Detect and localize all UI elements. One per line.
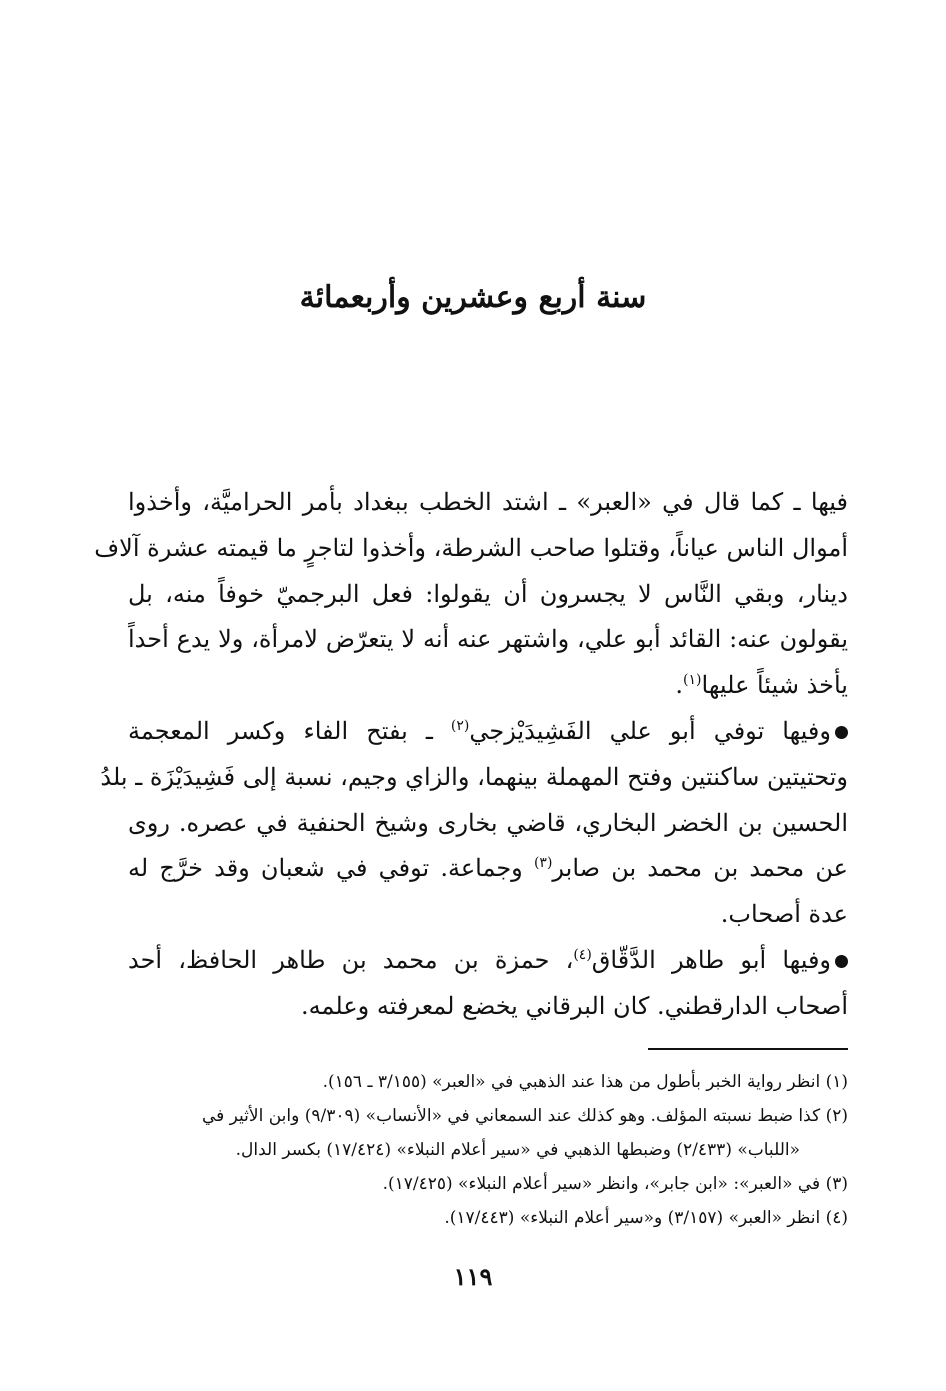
text-line [128,846,848,892]
footnotes [128,1065,848,1235]
text-segment: يأخذ شيئاً عليها [701,671,848,700]
footnote-ref-3[interactable]: (٣) [533,855,553,872]
paragraph-1 [94,480,848,709]
text-line [128,663,848,709]
text-line [128,709,848,755]
footnote-divider [648,1048,848,1050]
text-segment: وفيها أبو طاهر الدَّقّاق [591,945,832,974]
text-line: دينار، وبقي النَّاس لا يجسرون أن يقولوا: فعل البرجميّ خوفاً منه، بل [128,579,848,608]
footnote-ref-2[interactable]: (٢) [450,717,470,734]
footnote-4: (٤) انظر «العبر» (٣/١٥٧) و«سير أعلام النبلاء» (١٧/٤٤٣). [444,1208,848,1228]
text-line: فيها ـ كما قال في «العبر» ـ اشتد الخطب ببغداد بأمر الحراميَّة، وأخذوا [128,488,848,516]
text-line: عدة أصحاب. [720,900,848,929]
footnote-1: (١) انظر رواية الخبر بأطول من هذا عند الذهبي في «العبر» (٣/١٥٥ ـ ١٥٦). [322,1072,848,1092]
text-line: الحسين بن الخضر البخاري، قاضي بخارى وشيخ الحنفية في عصره. روى [128,808,848,837]
paragraph-2 [100,709,849,938]
bullet-icon [835,726,848,739]
text-line: وتحتيتين ساكنتين وفتح المهملة بينهما، والزاي وجيم، نسبة إلى فَشِيدَيْزَة ـ بلدُ [100,762,848,791]
text-line: أصحاب الدارقطني. كان البرقاني يخضع لمعرفته وعلمه. [301,991,848,1020]
footnote-2-continued: «اللباب» (٢/٤٣٣) وضبطها الذهبي في «سير أعلام النبلاء» (١٧/٤٢٤) بكسر الدال. [235,1140,800,1160]
text-segment: عن محمد بن محمد بن صابر [552,854,849,883]
bullet-icon [835,955,848,968]
paragraph-3 [128,938,848,1030]
footnote-ref-1[interactable]: (١) [683,672,702,689]
text-segment: وجماعة. توفي في شعبان وقد خرَّج له [128,854,534,883]
footnote-3: (٣) في «العبر»: «ابن جابر»، وانظر «سير أعلام النبلاء» (١٧/٤٢٥). [382,1174,848,1194]
text-line: أموال الناس عياناً، وقتلوا صاحب الشرطة، وأخذوا لتاجرٍ ما قيمته عشرة آلاف [94,533,848,562]
page-number: ١١٩ [453,1262,493,1291]
chapter-title: سنة أربع وعشرين وأربعمائة [299,280,647,315]
text-line [128,938,848,984]
footnote-ref-4[interactable]: (٤) [573,946,592,963]
footnote-2: (٢) كذا ضبط نسبته المؤلف. وهو كذلك عند السمعاني في «الأنساب» (٩/٣٠٩) وابن الأثير في [201,1106,848,1126]
text-segment: ، حمزة بن محمد بن طاهر الحافظ، أحد [128,945,574,974]
main-text [94,480,849,1030]
text-segment: ـ بفتح الفاء وكسر المعجمة [128,716,451,745]
text-line: يقولون عنه: القائد أبو علي، واشتهر عنه أنه لا يتعرّض لامرأة، ولا يدع أحداً [128,625,848,654]
text-segment: وفيها توفي أبو علي الفَشِيدَيْزجي [469,716,831,745]
text-segment: . [675,671,684,700]
